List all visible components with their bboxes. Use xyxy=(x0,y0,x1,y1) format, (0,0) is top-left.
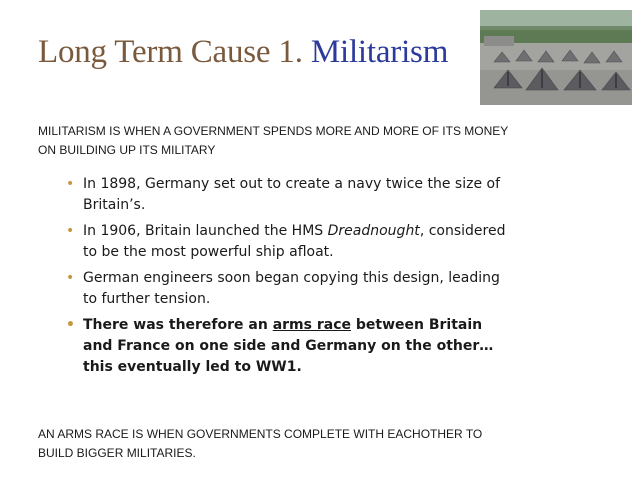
ship-name: Dreadnought xyxy=(327,223,420,239)
title-accent: Militarism xyxy=(310,34,449,70)
fighter-jets-photo xyxy=(480,10,632,105)
bullet-text: In 1898, Germany set out to create a navy twice the size of Britain’s. xyxy=(83,176,501,213)
bullet-text-after: , considered to be the most powerful ship afloat. xyxy=(83,223,506,260)
militarism-definition: MILITARISM IS WHEN A GOVERNMENT SPENDS MORE AND MORE OF ITS MONEY ON BUILDING UP ITS MILITARY xyxy=(38,124,509,157)
bullet-item xyxy=(66,221,506,263)
title-prefix: Long Term Cause 1. xyxy=(38,34,311,70)
bullet-list xyxy=(66,174,506,383)
bullet-text-before: There was therefore an xyxy=(83,317,273,333)
bullet-marker-icon: • xyxy=(66,317,75,333)
bullet-marker-icon: • xyxy=(66,176,75,192)
bullet-text: German engineers soon began copying this design, leading to further tension. xyxy=(83,270,500,307)
arms-race-term: arms race xyxy=(272,317,351,333)
bullet-marker-icon: • xyxy=(66,223,75,239)
bullet-item xyxy=(66,174,506,216)
bullet-item xyxy=(66,268,506,310)
bullet-item xyxy=(66,315,506,378)
slide-title xyxy=(38,32,448,72)
bullet-text-after: between Britain and France on one side and Germany on the other…this eventually led to WW1. xyxy=(83,317,494,375)
arms-race-definition: AN ARMS RACE IS WHEN GOVERNMENTS COMPLETE WITH EACHOTHER TO BUILD BIGGER MILITARIES. xyxy=(38,427,483,460)
bullet-text-before: In 1906, Britain launched the HMS xyxy=(83,223,328,239)
bullet-marker-icon: • xyxy=(66,270,75,286)
